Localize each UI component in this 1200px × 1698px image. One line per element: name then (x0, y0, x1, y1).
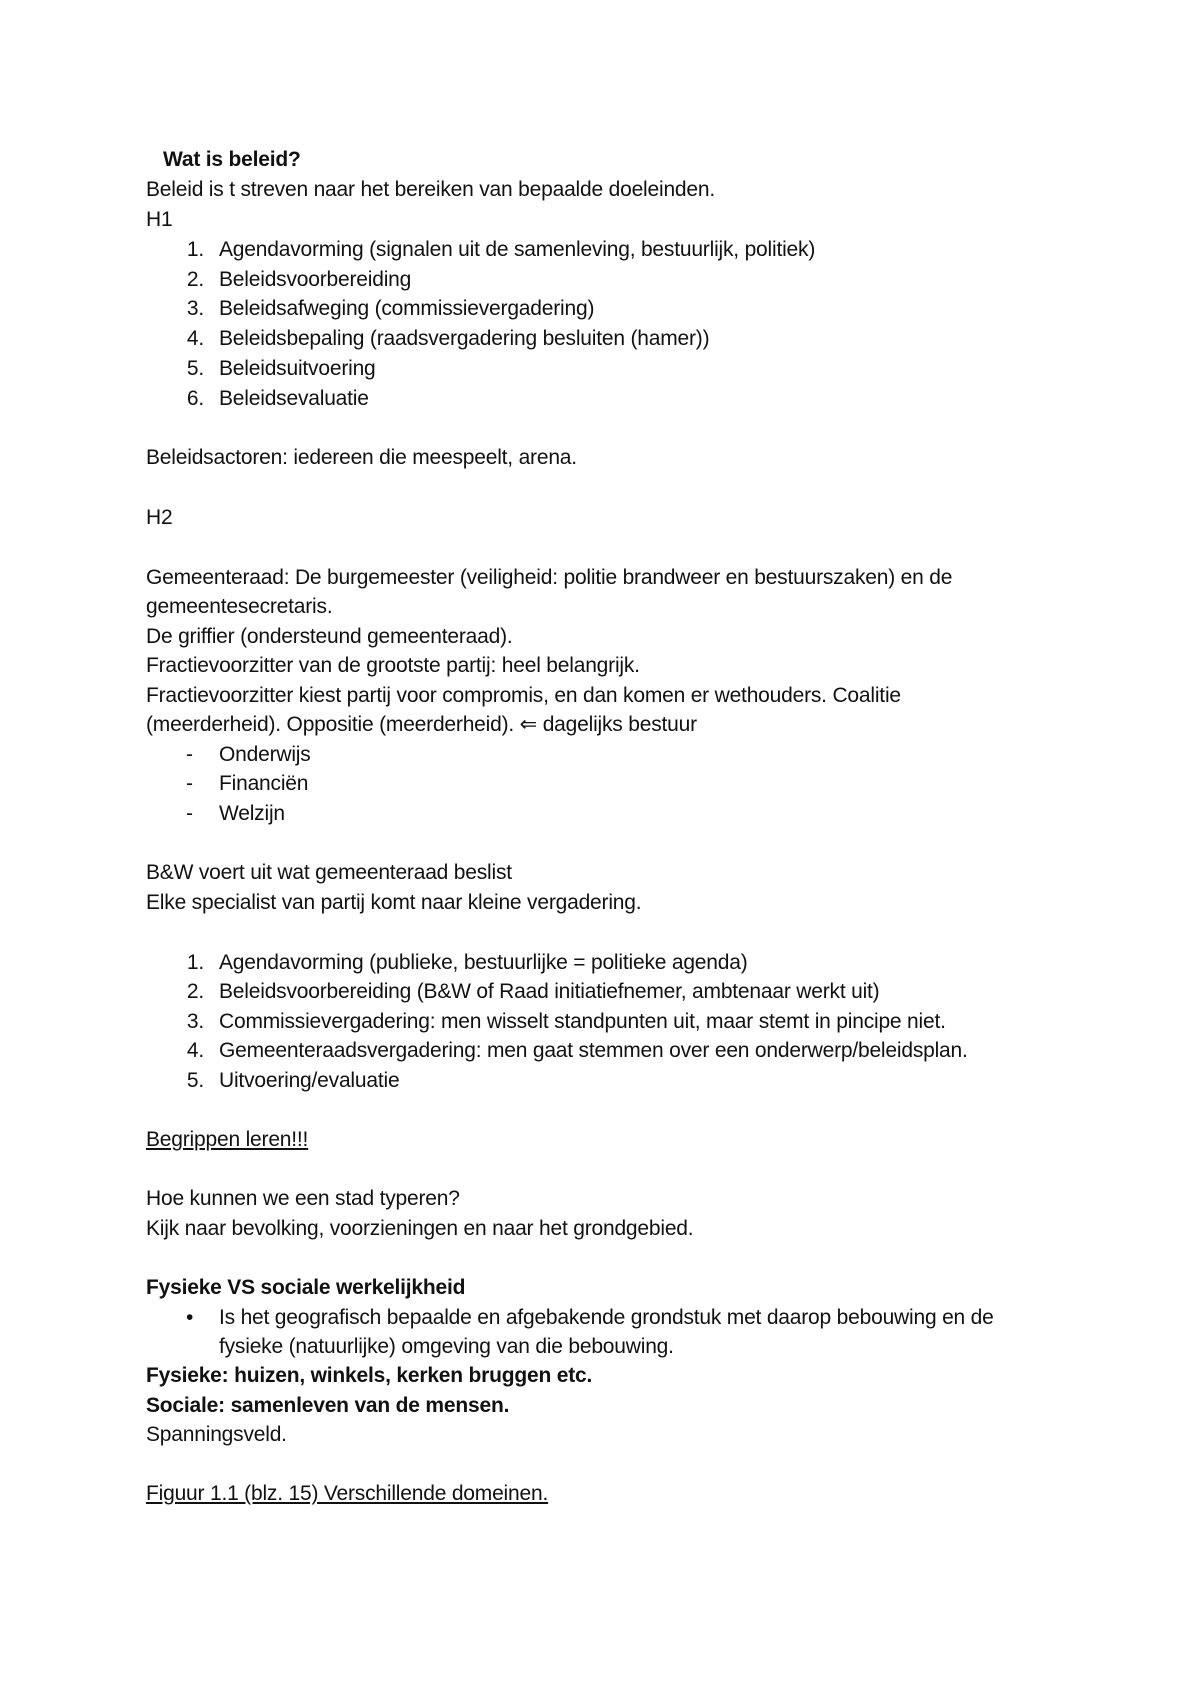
list-item-text: Beleidsbepaling (raadsvergadering besluiten (hamer)) (219, 327, 710, 350)
fractie-coalitie-text: Fractievoorzitter kiest partij voor compromis, en dan komen er wethouders. Coalitie (146, 684, 901, 707)
list-item-text-cont: fysieke (natuurlijke) omgeving van die bebouwing. (219, 1335, 674, 1358)
fysieke-text: Fysieke: huizen, winkels, kerken bruggen etc. (146, 1364, 593, 1387)
definition-text: Beleid is t streven naar het bereiken van bepaalde doeleinden. (146, 178, 716, 201)
section-heading-h1: H1 (146, 208, 173, 231)
list-item-text: Commissievergadering: men wisselt standpunten uit, maar stemt in pincipe niet. (219, 1010, 946, 1033)
list-item-text: Uitvoering/evaluatie (219, 1069, 400, 1092)
section-heading-h2: H2 (146, 506, 173, 529)
list-item-text: Agendavorming (signalen uit de samenleving, bestuurlijk, politiek) (219, 238, 816, 261)
page-title: Wat is beleid? (163, 148, 301, 171)
list-item-text: Beleidsvoorbereiding (B&W of Raad initiatiefnemer, ambtenaar werkt uit) (219, 980, 880, 1003)
list-number: 5. (186, 1069, 204, 1092)
list-number: 4. (186, 1039, 204, 1062)
list-number: 2. (186, 268, 204, 291)
list-item-text: Beleidsvoorbereiding (219, 268, 412, 291)
list-item-text: Is het geografisch bepaalde en afgebakende grondstuk met daarop bebouwing en de (219, 1306, 994, 1329)
list-item-text: Beleidsevaluatie (219, 387, 369, 410)
fysieke-sociale-heading: Fysieke VS sociale werkelijkheid (146, 1276, 466, 1299)
list-number: 2. (186, 980, 204, 1003)
list-number: 4. (186, 327, 204, 350)
list-item-text: Beleidsuitvoering (219, 357, 376, 380)
dash-marker: - (186, 802, 193, 825)
list-item-text: Beleidsafweging (commissievergadering) (219, 297, 595, 320)
stad-question: Hoe kunnen we een stad typeren? (146, 1187, 460, 1210)
gemeenteraad-text: Gemeenteraad: De burgemeester (veiligheid: politie brandweer en bestuurszaken) en de (146, 566, 953, 589)
list-item-text: Financiën (219, 772, 309, 795)
bw-text: B&W voert uit wat gemeenteraad beslist (146, 861, 512, 884)
figure-caption: Figuur 1.1 (blz. 15) Verschillende domeinen. (146, 1482, 549, 1505)
gemeenteraad-text-cont: gemeentesecretaris. (146, 595, 333, 618)
list-number: 5. (186, 357, 204, 380)
list-number: 6. (186, 387, 204, 410)
bullet-marker: • (186, 1306, 194, 1329)
list-number: 3. (186, 1010, 204, 1033)
spanningsveld-text: Spanningsveld. (146, 1423, 287, 1446)
list-number: 1. (186, 951, 204, 974)
begrippen-heading: Begrippen leren!!! (146, 1128, 309, 1151)
actors-text: Beleidsactoren: iedereen die meespeelt, arena. (146, 446, 577, 469)
list-item-text: Agendavorming (publieke, bestuurlijke = politieke agenda) (219, 951, 748, 974)
list-item-text: Gemeenteraadsvergadering: men gaat stemmen over een onderwerp/beleidsplan. (219, 1039, 968, 1062)
stad-answer: Kijk naar bevolking, voorzieningen en naar het grondgebied. (146, 1217, 694, 1240)
specialist-text: Elke specialist van partij komt naar kleine vergadering. (146, 891, 642, 914)
list-item-text: Onderwijs (219, 743, 311, 766)
list-item-text: Welzijn (219, 802, 285, 825)
oppositie-text: (meerderheid). Oppositie (meerderheid). ⇐ dagelijks bestuur (146, 713, 697, 736)
dash-marker: - (186, 743, 193, 766)
dash-marker: - (186, 772, 193, 795)
sociale-text: Sociale: samenleven van de mensen. (146, 1394, 510, 1417)
list-number: 1. (186, 238, 204, 261)
fractie-text: Fractievoorzitter van de grootste partij: heel belangrijk. (146, 654, 640, 677)
list-number: 3. (186, 297, 204, 320)
griffier-text: De griffier (ondersteund gemeenteraad). (146, 625, 513, 648)
